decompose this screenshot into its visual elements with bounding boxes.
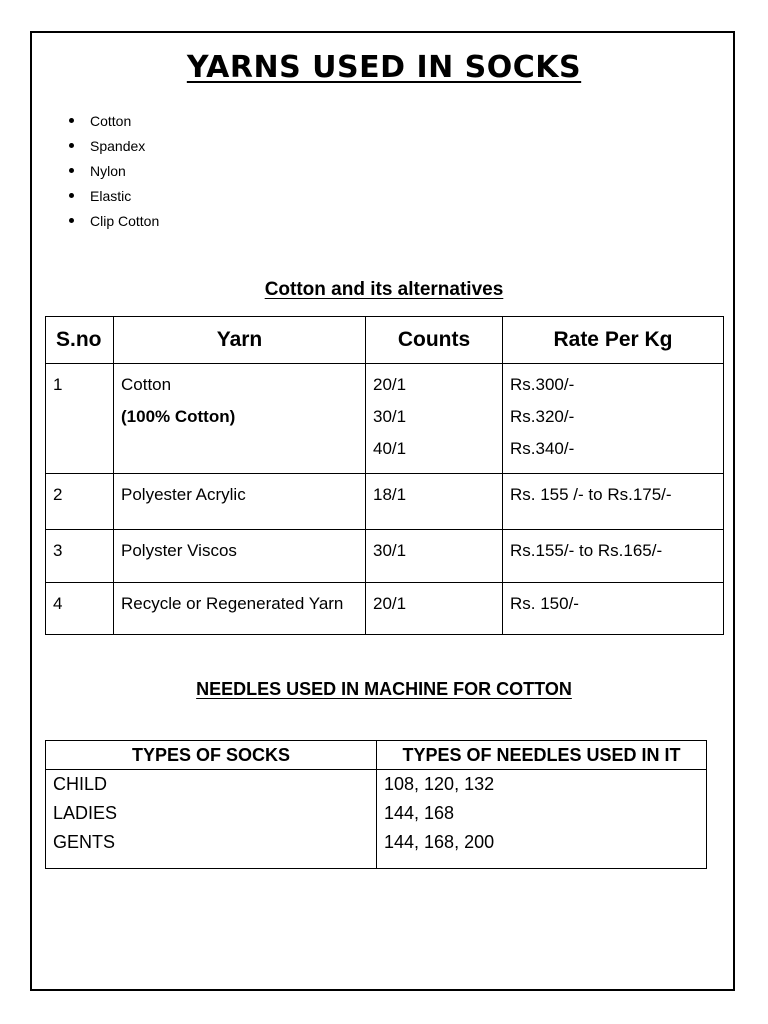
sno-value: 1 xyxy=(53,375,63,394)
count-value: 18/1 xyxy=(373,485,407,504)
needle-values: 144, 168, 200 xyxy=(377,828,707,869)
table-row xyxy=(46,474,724,530)
bullet-icon xyxy=(69,118,74,123)
yarn-list xyxy=(66,110,159,235)
needle-values: 108, 120, 132 xyxy=(377,770,707,800)
list-item xyxy=(66,110,159,135)
page-title xyxy=(0,50,768,85)
yarn-name: Recycle or Regenerated Yarn xyxy=(121,594,344,613)
table-row xyxy=(46,770,707,800)
count-value: 20/1 xyxy=(373,594,407,613)
list-item-label: Cotton xyxy=(90,113,132,129)
alternatives-heading xyxy=(0,279,768,301)
page-title-text: YARNS USED IN SOCKS xyxy=(186,50,582,85)
yarn-name: Polyester Acrylic xyxy=(121,485,246,504)
yarn-name: Polyster Viscos xyxy=(121,541,237,560)
count-value: 30/1 xyxy=(373,407,407,426)
bullet-icon xyxy=(69,193,74,198)
socks-type: CHILD xyxy=(46,770,377,800)
table-cell xyxy=(114,474,366,530)
table-header-row xyxy=(46,741,707,770)
table-cell xyxy=(46,583,114,635)
bullet-icon xyxy=(69,218,74,223)
yarn-name: Cotton xyxy=(121,375,172,394)
table-cell xyxy=(46,364,114,474)
count-value: 40/1 xyxy=(373,439,407,458)
table-cell xyxy=(46,530,114,583)
count-value: 30/1 xyxy=(373,541,407,560)
list-item xyxy=(66,185,159,210)
needles-heading-text: NEEDLES USED IN MACHINE FOR COTTON xyxy=(196,679,572,699)
sno-value: 2 xyxy=(53,485,63,504)
table-cell xyxy=(114,530,366,583)
alternatives-heading-text: Cotton and its alternatives xyxy=(264,279,504,300)
list-item xyxy=(66,135,159,160)
table-cell xyxy=(503,583,724,635)
list-item-label: Clip Cotton xyxy=(90,213,160,229)
sno-value: 3 xyxy=(53,541,63,560)
socks-type: LADIES xyxy=(46,799,377,828)
list-item-label: Spandex xyxy=(90,138,146,154)
table-row xyxy=(46,828,707,869)
needles-table xyxy=(45,740,707,869)
rate-value: Rs.300/- xyxy=(510,375,575,394)
list-item xyxy=(66,160,159,185)
rate-value: Rs. 150/- xyxy=(510,594,579,613)
table-row xyxy=(46,799,707,828)
table-cell xyxy=(366,583,503,635)
needle-values: 144, 168 xyxy=(377,799,707,828)
table-header-row xyxy=(46,317,724,364)
table-cell xyxy=(46,474,114,530)
list-item-label: Elastic xyxy=(90,188,132,204)
needles-heading xyxy=(0,679,768,700)
table-cell xyxy=(503,474,724,530)
list-item-label: Nylon xyxy=(90,163,126,179)
bullet-icon xyxy=(69,168,74,173)
rate-value: Rs.340/- xyxy=(510,439,575,458)
alternatives-table xyxy=(45,316,724,635)
bullet-icon xyxy=(69,143,74,148)
yarn-subtitle: (100% Cotton) xyxy=(121,407,236,426)
count-value: 20/1 xyxy=(373,375,407,394)
sno-value: 4 xyxy=(53,594,63,613)
socks-type: GENTS xyxy=(46,828,377,869)
rate-value: Rs.155/- to Rs.165/- xyxy=(510,541,663,560)
table-cell xyxy=(114,583,366,635)
column-header: TYPES OF SOCKS xyxy=(46,741,377,770)
list-item xyxy=(66,210,159,235)
column-header: TYPES OF NEEDLES USED IN IT xyxy=(377,741,707,770)
column-header: S.no xyxy=(46,317,114,364)
column-header: Rate Per Kg xyxy=(503,317,724,364)
column-header: Counts xyxy=(366,317,503,364)
table-row xyxy=(46,364,724,474)
table-cell xyxy=(503,530,724,583)
rate-value: Rs.320/- xyxy=(510,407,575,426)
table-cell xyxy=(503,364,724,474)
table-cell xyxy=(366,364,503,474)
table-cell xyxy=(366,530,503,583)
rate-value: Rs. 155 /- to Rs.175/- xyxy=(510,485,672,504)
table-row xyxy=(46,583,724,635)
table-row xyxy=(46,530,724,583)
table-cell xyxy=(366,474,503,530)
table-cell xyxy=(114,364,366,474)
column-header: Yarn xyxy=(114,317,366,364)
